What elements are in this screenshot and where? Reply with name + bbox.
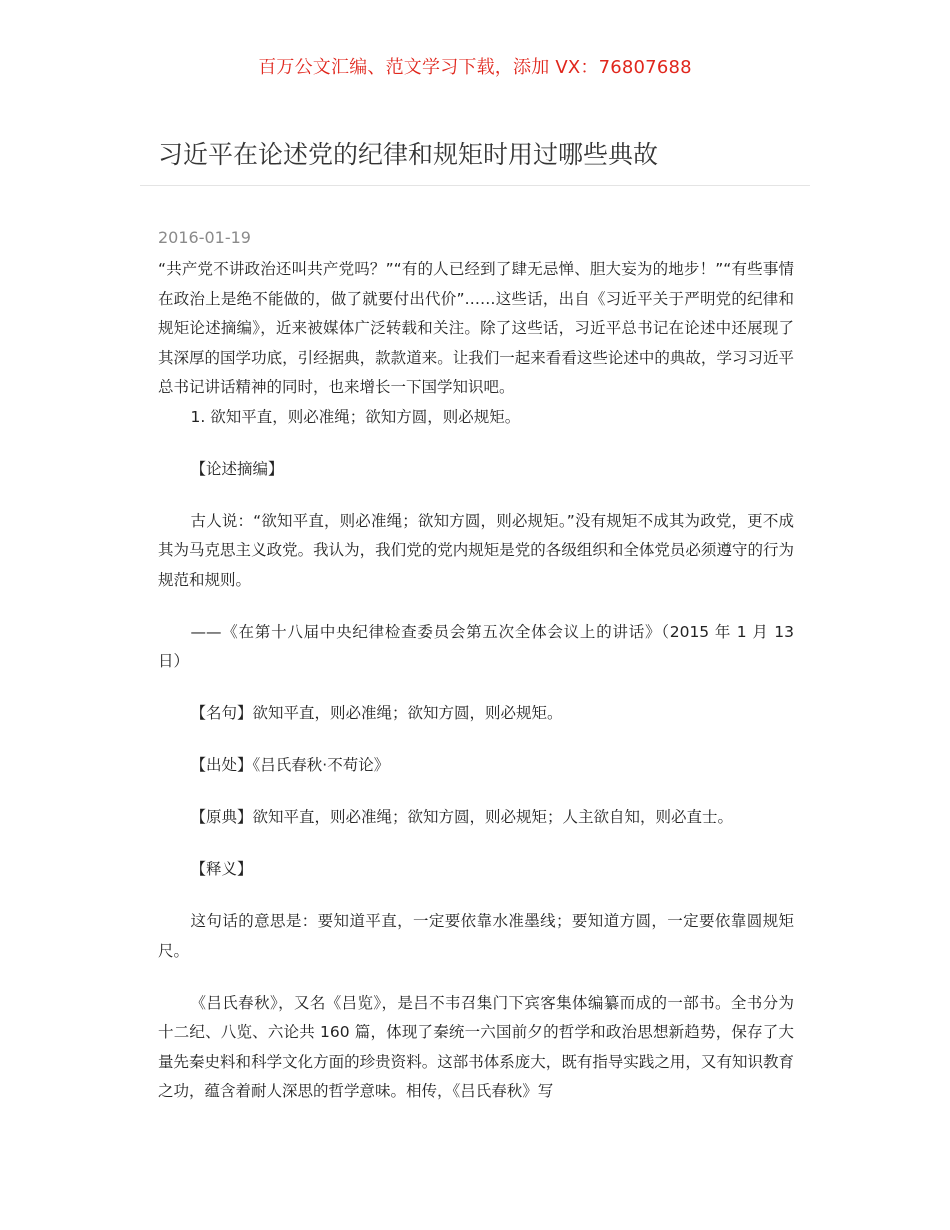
article-title: 习近平在论述党的纪律和规矩时用过哪些典故: [158, 140, 659, 169]
original-text-line: 【原典】欲知平直，则必准绳；欲知方圆，则必规矩；人主欲自知，则必直士。: [190, 808, 734, 826]
origin-line: 【出处】《吕氏春秋·不苟论》: [190, 756, 390, 774]
quote-heading-1: 1. 欲知平直，则必准绳；欲知方圆，则必规矩。: [190, 407, 521, 426]
section-label-excerpt: 【论述摘编】: [190, 459, 284, 478]
title-divider: [140, 185, 810, 186]
background-paragraph: 《吕氏春秋》，又名《吕览》，是吕不韦召集门下宾客集体编纂而成的一部书。全书分为十二纪、八览、六论共 160 篇，体现了秦统一六国前夕的哲学和政治思想新趋势，保存了大量先秦史料和科学文化方面的珍贵资料。这部书体系庞大，既有指导实践之用，又有知识教育之功，蕴含着耐人深思的哲学意味。相传，《吕氏春秋》写: [158, 993, 794, 1100]
article-body: [158, 255, 794, 1107]
meaning-paragraph: 这句话的意思是：要知道平直，一定要依靠水准墨线；要知道方圆，一定要依靠圆规矩尺。: [158, 912, 794, 960]
excerpt-source: ——《在第十八届中央纪律检查委员会第五次全体会议上的讲话》（2015 年 1 月 13 日）: [158, 622, 794, 670]
article-date: 2016-01-19: [158, 228, 251, 247]
famous-line: 【名句】欲知平直，则必准绳；欲知方圆，则必规矩。: [190, 704, 563, 722]
intro-paragraph: “共产党不讲政治还叫共产党吗？”“有的人已经到了肆无忌惮、胆大妄为的地步！”“有些事情在政治上是绝不能做的，做了就要付出代价”……这些话，出自《习近平关于严明党的纪律和规矩论述摘编》，近来被媒体广泛转载和关注。除了这些话，习近平总书记在论述中还展现了其深厚的国学功底，引经据典，款款道来。让我们一起来看看这些论述中的典故，学习习近平总书记讲话精神的同时，也来增长一下国学知识吧。: [158, 260, 794, 396]
excerpt-paragraph: 古人说：“欲知平直，则必准绳；欲知方圆，则必规矩。”没有规矩不成其为政党，更不成其为马克思主义政党。我认为，我们党的党内规矩是党的各级组织和全体党员必须遵守的行为规范和规则。: [158, 511, 794, 589]
promo-banner: 百万公文汇编、范文学习下载，添加 VX：76807688: [258, 57, 692, 78]
section-label-meaning: 【释义】: [190, 860, 253, 878]
